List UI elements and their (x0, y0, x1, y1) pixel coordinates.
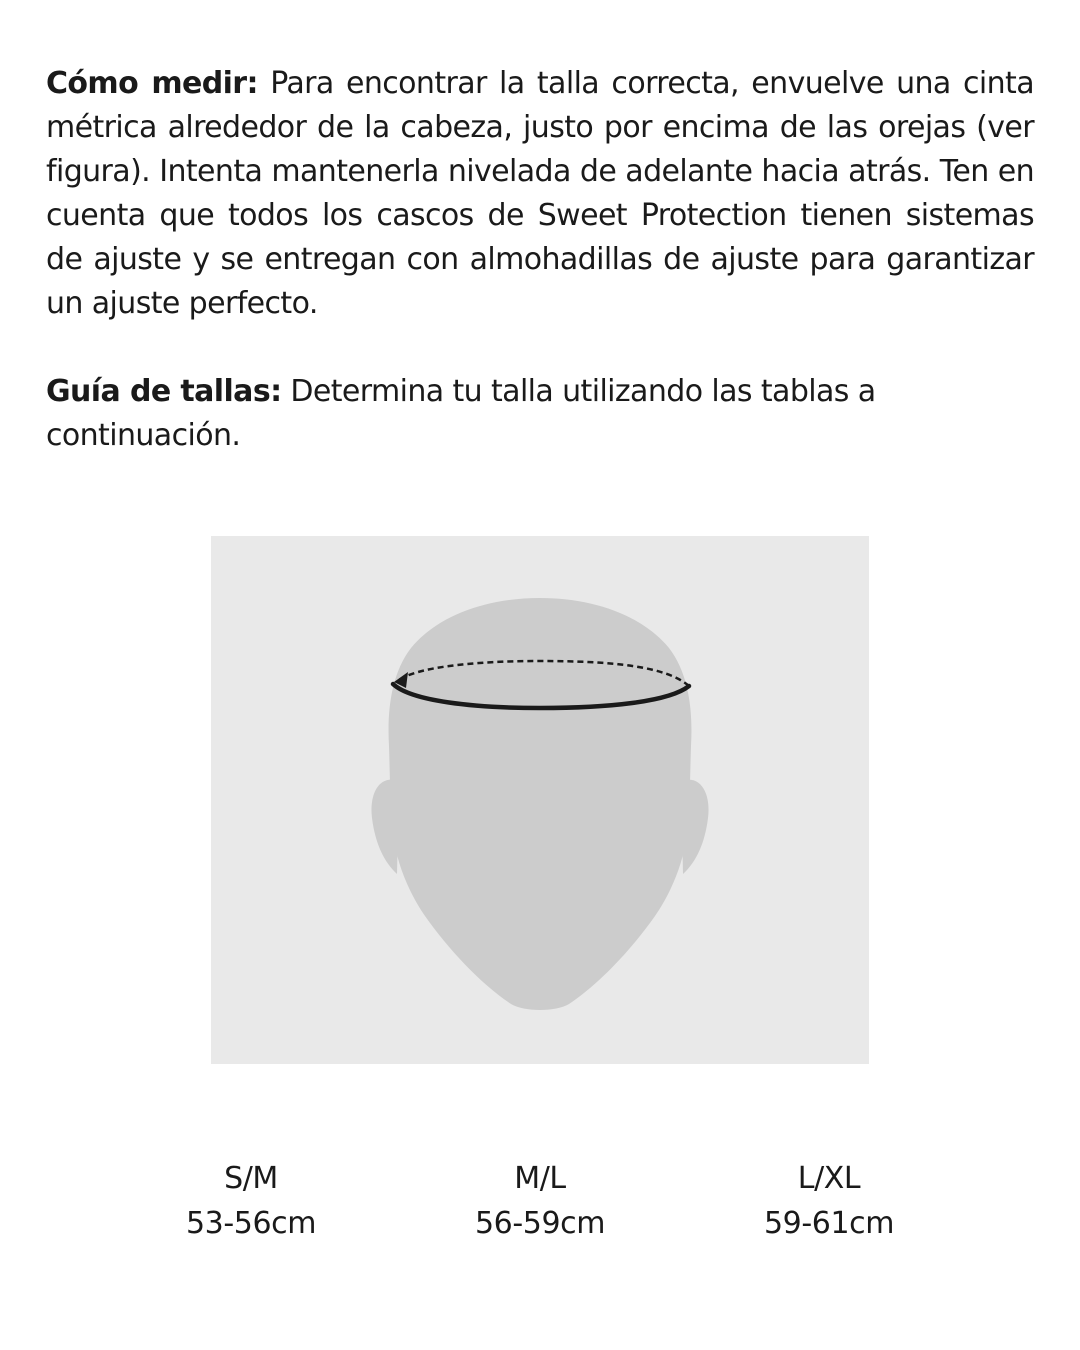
size-column-lxl (699, 1156, 959, 1246)
size-name: L/XL (797, 1161, 861, 1196)
size-range: 59-61cm (763, 1206, 895, 1241)
size-guide-instructions (46, 370, 1034, 458)
size-guide-text: Determina tu talla utilizando las tablas a continuación. (46, 374, 876, 453)
size-range: 56-59cm (474, 1206, 606, 1241)
head-illustration (211, 536, 869, 1064)
size-column-sm (121, 1156, 381, 1246)
head-measurement-figure (211, 536, 869, 1064)
measure-text: Para encontrar la talla correcta, envuelve una cinta métrica alrededor de la cabeza, justo por encima de las orejas (ver figura). Intenta mantenerla nivelada de adelante hacia atrás. Ten en cuenta que todos los cascos de Sweet Protection tienen sistemas de ajuste y se entregan con almohadillas de ajuste para garantizar un ajuste perfecto. (46, 66, 1034, 321)
size-range: 53-56cm (185, 1206, 317, 1241)
size-column-ml (410, 1156, 670, 1246)
size-table (0, 1156, 1080, 1256)
measure-heading: Cómo medir: (46, 66, 258, 101)
measure-instructions (46, 62, 1034, 326)
size-guide-heading: Guía de tallas: (46, 374, 282, 409)
size-name: S/M (224, 1161, 278, 1196)
size-name: M/L (514, 1161, 566, 1196)
